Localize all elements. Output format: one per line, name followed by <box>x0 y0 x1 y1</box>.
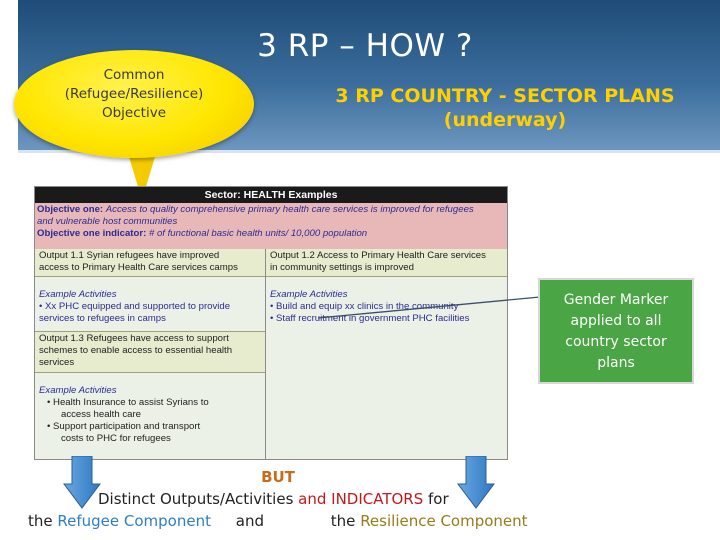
example-activities-label: Example Activities <box>39 289 117 300</box>
slide-title: 3 RP – HOW ? <box>257 28 473 64</box>
gender-box-line: Gender Marker <box>563 292 669 308</box>
activity-item: • Xx PHC equipped and supported to provide <box>39 301 231 312</box>
activity-item: • Staff recruitment in government PHC facilities <box>270 313 470 324</box>
distinct-outputs-text <box>98 490 478 508</box>
activity-item: services to refugees in camps <box>39 313 166 324</box>
bubble-line: Common <box>103 67 165 83</box>
output-text: Output 1.3 Refugees have access to support <box>39 333 229 344</box>
text-span: the <box>28 512 58 530</box>
subtitle-line: (underway) <box>443 109 567 131</box>
output-text: services <box>39 357 75 368</box>
activity-item: • Health Insurance to assist Syrians to <box>47 397 209 408</box>
activity-item: costs to PHC for refugees <box>61 433 171 444</box>
example-activities-label: Example Activities <box>39 385 117 396</box>
resilience-component-text: Resilience Component <box>360 512 528 530</box>
gender-box-line: plans <box>597 355 635 371</box>
indicators-text: and INDICATORS <box>298 490 424 508</box>
objective-text: Access to quality comprehensive primary health care services is improved for refugees <box>105 204 474 215</box>
bubble-line: (Refugee/Resilience) <box>64 86 204 102</box>
objective-label: Objective one: <box>37 204 104 215</box>
but-label: BUT <box>261 468 295 486</box>
activity-item: access health care <box>61 409 141 420</box>
objective-text: and vulnerable host communities <box>37 216 178 227</box>
gender-box-line: applied to all <box>570 313 662 329</box>
down-arrow-icon <box>62 456 102 510</box>
output-text: in community settings is improved <box>270 262 414 273</box>
output-text: access to Primary Health Care services camps <box>39 262 238 273</box>
text-span: and <box>235 512 265 530</box>
activity-item: • Build and equip xx clinics in the community <box>270 301 459 312</box>
text-span: the <box>330 512 361 530</box>
indicator-text: # of functional basic health units/ 10,000 population <box>148 228 368 239</box>
bubble-line: Objective <box>101 105 166 121</box>
text-span: for <box>423 490 449 508</box>
output-text: Output 1.1 Syrian refugees have improved <box>39 250 220 261</box>
output-text: Output 1.2 Access to Primary Health Care services <box>270 250 486 261</box>
components-text <box>28 512 548 530</box>
example-activities-label: Example Activities <box>270 289 348 300</box>
gender-marker-box <box>538 278 694 384</box>
output-text: schemes to enable access to essential health <box>39 345 233 356</box>
activity-item: • Support participation and transport <box>47 421 201 432</box>
refugee-component-text: Refugee Component <box>57 512 211 530</box>
table-header: Sector: HEALTH Examples <box>35 187 507 203</box>
subtitle-line: 3 RP COUNTRY - SECTOR PLANS <box>335 85 675 107</box>
text-span: Distinct Outputs/Activities <box>98 490 299 508</box>
gender-box-line: country sector <box>565 334 667 350</box>
indicator-label: Objective one indicator: <box>37 228 147 239</box>
